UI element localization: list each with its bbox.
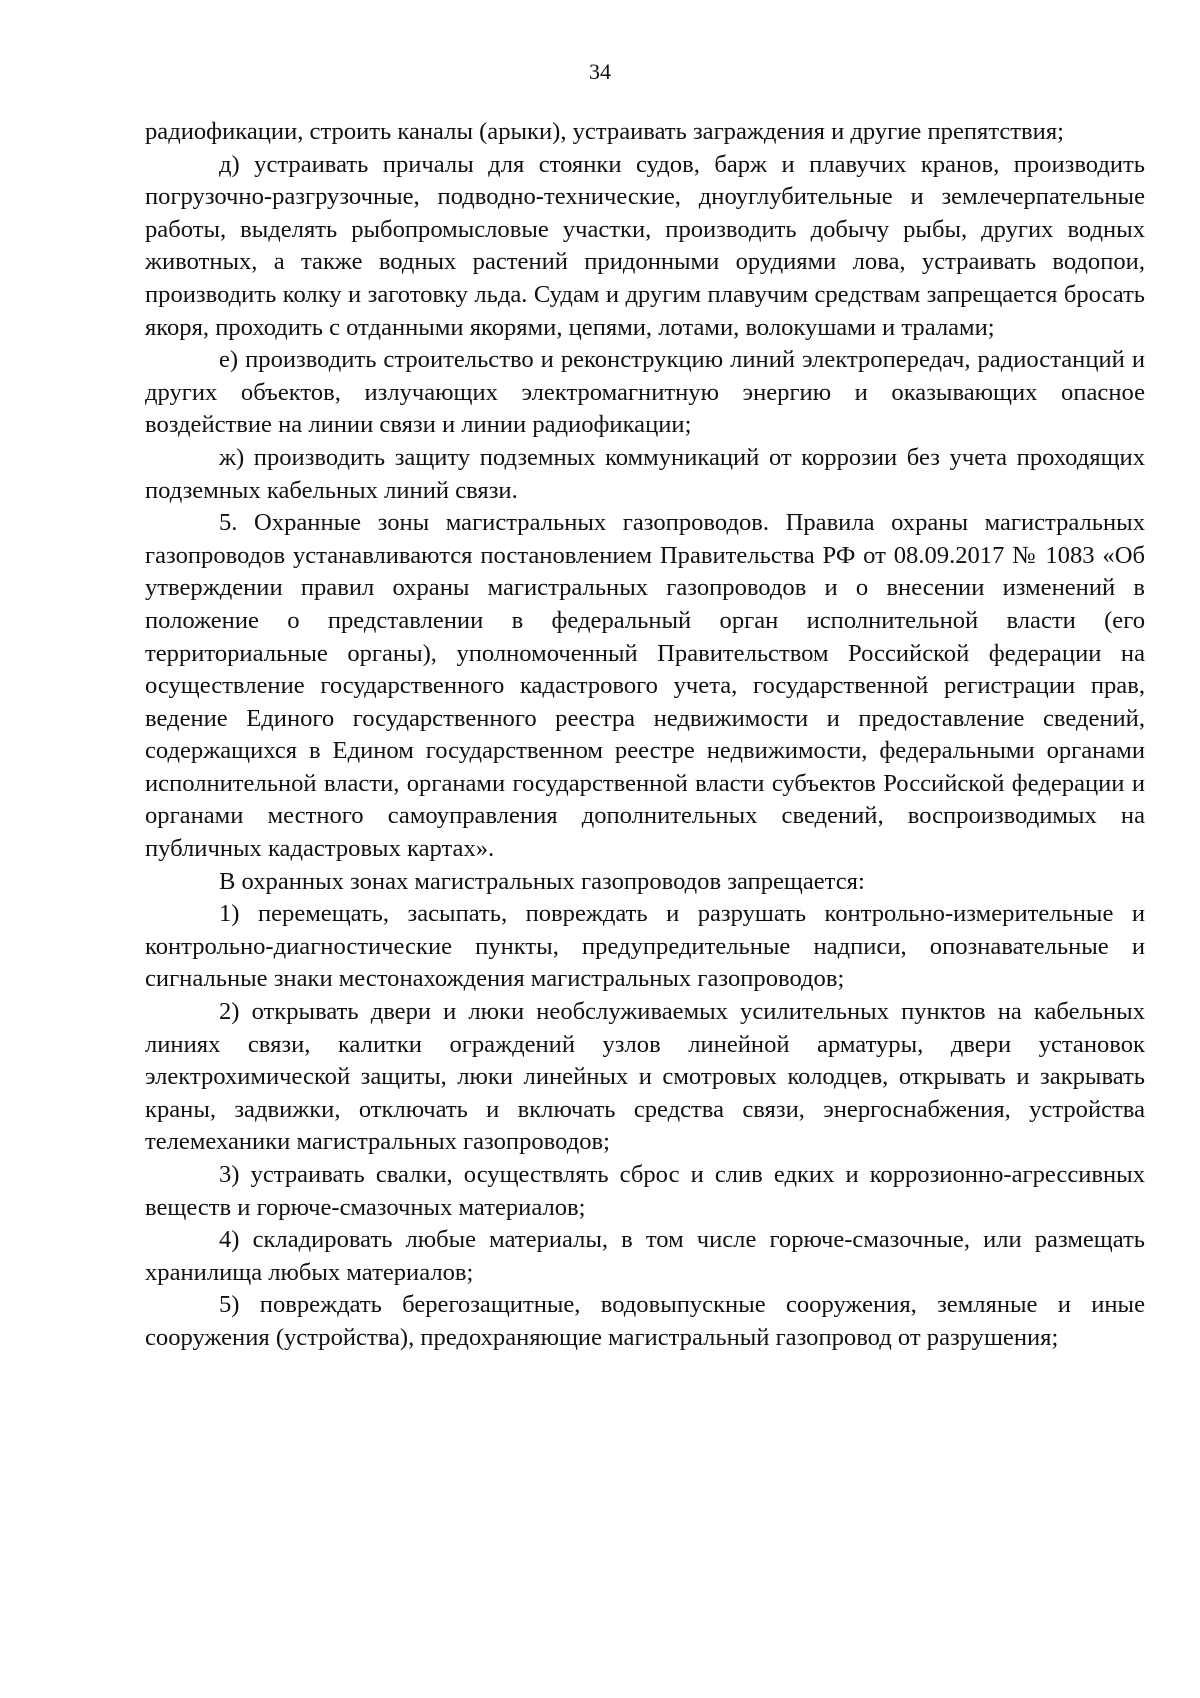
paragraph-continuation: радиофикации, строить каналы (арыки), устраивать заграждения и другие препятствия; (145, 118, 1064, 145)
paragraph-item-d: д) устраивать причалы для стоянки судов, барж и плавучих кранов, производить погрузочно-разгрузочные, подводно-технические, дноуглубительные и землечерпательные работы, выделять рыбопромысловые участки, производить добычу рыбы, других водных животных, а также водных растений придонными орудиями лова, устраивать водопои, производить колку и заготовку льда. Судам и другим плавучим средствам запрещается бросать якоря, проходить с отданными якорями, цепями, лотами, волокушами и тралами; (145, 150, 1145, 341)
paragraph-item-e: е) производить строительство и реконструкцию линий электропередач, радиостанций и других объектов, излучающих электромагнитную энергию и оказывающих опасное воздействие на линии связи и линии радиофикации; (145, 346, 1145, 439)
paragraph-item-3: 3) устраивать свалки, осуществлять сброс и слив едких и коррозионно-агрессивных веществ и горюче-смазочных материалов; (145, 1161, 1145, 1221)
paragraph-item-2: 2) открывать двери и люки необслуживаемых усилительных пунктов на кабельных линиях связи, калитки ограждений узлов линейной арматуры, двери установок электрохимической защиты, люки линейных и смотровых колодцев, открывать и закрывать краны, задвижки, отключать и включать средства связи, энергоснабжения, устройства телемеханики магистральных газопроводов; (145, 998, 1145, 1156)
paragraph-prohibitions-intro: В охранных зонах магистральных газопроводов запрещается: (219, 867, 865, 895)
paragraph-item-1: 1) перемещать, засыпать, повреждать и разрушать контрольно-измерительные и контрольно-диагностические пункты, предупредительные надписи, опознавательные и сигнальные знаки местонахождения магистральных газопроводов; (145, 900, 1145, 993)
document-body (145, 116, 1145, 1355)
paragraph-item-4: 4) складировать любые материалы, в том числе горюче-смазочные, или размещать хранилища любых материалов; (145, 1226, 1145, 1286)
paragraph-item-zh: ж) производить защиту подземных коммуникаций от коррозии без учета проходящих подземных кабельных линий связи. (145, 443, 1145, 504)
page-number: 34 (589, 59, 611, 84)
paragraph-item-5: 5) повреждать берегозащитные, водовыпускные сооружения, земляные и иные сооружения (устройства), предохраняющие магистральный газопровод от разрушения; (145, 1291, 1145, 1351)
paragraph-section-5: 5. Охранные зоны магистральных газопроводов. Правила охраны магистральных газопроводов устанавливаются постановлением Правительства РФ от 08.09.2017 № 1083 «Об утверждении правил охраны магистральных газопроводов и о внесении изменений в положение о представлении в федеральный орган исполнительной власти (его территориальные органы), уполномоченный Правительством Российской федерации на осуществление государственного кадастрового учета, государственной регистрации прав, ведение Единого государственного реестра недвижимости и предоставление сведений, содержащихся в Едином государственном реестре недвижимости, федеральными органами исполнительной власти, органами государственной власти субъектов Российской федерации и органами местного самоуправления дополнительных сведений, воспроизводимых на публичных кадастровых картах». (145, 509, 1145, 863)
